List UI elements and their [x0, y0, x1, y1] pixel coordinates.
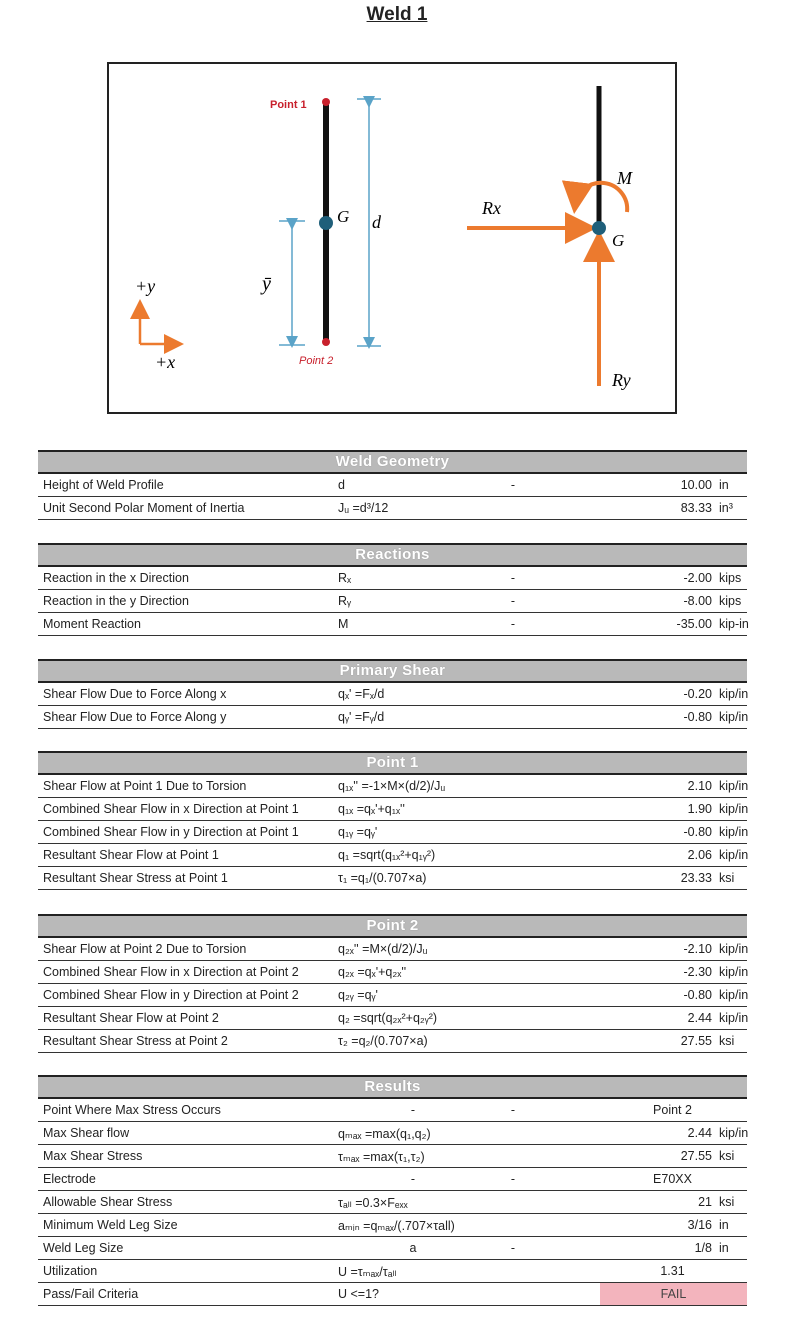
table-row	[38, 1122, 747, 1145]
row-label: Shear Flow Due to Force Along x	[43, 687, 227, 701]
row-dash: -	[510, 478, 516, 492]
row-value: 3/16	[687, 1218, 712, 1232]
table-row	[38, 683, 747, 706]
row-unit: kip-in	[719, 617, 749, 631]
rx-label: Rx	[482, 198, 501, 218]
section-primary-shear	[38, 659, 747, 729]
row-symbol: q₂ₓ =qₓ'+q₂ₓ''	[338, 965, 407, 979]
point-2-label: Point 2	[299, 355, 334, 367]
row-value: 1.31	[660, 1264, 685, 1278]
row-value: 27.55	[680, 1149, 712, 1163]
row-unit: kip/in	[719, 802, 749, 816]
row-symbol: τ₁ =q₁/(0.707×a)	[338, 871, 427, 885]
table-row	[38, 1260, 747, 1283]
row-unit: in	[719, 1218, 729, 1232]
table-row	[38, 613, 747, 636]
row-value: Point 2	[653, 1103, 692, 1117]
row-value: -0.80	[683, 825, 712, 839]
row-label: Resultant Shear Stress at Point 2	[43, 1034, 228, 1048]
row-unit: in	[719, 1241, 729, 1255]
section-results	[38, 1075, 747, 1306]
row-value: 27.55	[680, 1034, 712, 1048]
section-header: Results	[38, 1075, 747, 1099]
row-symbol: -	[410, 1103, 416, 1117]
row-label: Utilization	[43, 1264, 98, 1278]
row-label: Shear Flow Due to Force Along y	[43, 710, 227, 724]
table-row	[38, 798, 747, 821]
row-unit: ksi	[719, 1034, 735, 1048]
point-1-marker	[322, 98, 330, 106]
section-header: Point 1	[38, 751, 747, 775]
row-value: 2.10	[687, 779, 712, 793]
fail-status-cell	[600, 1283, 747, 1305]
row-symbol: τ₂ =q₂/(0.707×a)	[338, 1034, 428, 1048]
centroid-fbd-label: G	[612, 231, 625, 250]
ybar-label: ȳ	[262, 273, 271, 295]
table-row	[38, 961, 747, 984]
row-value: -2.10	[683, 942, 712, 956]
row-symbol: q₁ₓ'' =-1×M×(d/2)/Jᵤ	[338, 779, 446, 793]
row-value: -2.30	[683, 965, 712, 979]
section-point-2	[38, 914, 747, 1053]
row-symbol: Jᵤ =d³/12	[338, 501, 389, 515]
row-symbol: τₐₗₗ =0.3×Fₑₓₓ	[338, 1196, 408, 1210]
table-row	[38, 1214, 747, 1237]
row-unit: kip/in	[719, 779, 749, 793]
row-symbol: M	[338, 617, 349, 631]
row-unit: kip/in	[719, 988, 749, 1002]
row-label: Unit Second Polar Moment of Inertia	[43, 501, 245, 515]
table-row	[38, 1030, 747, 1053]
row-value: -2.00	[683, 571, 712, 585]
row-label: Combined Shear Flow in y Direction at Point 1	[43, 825, 299, 839]
table-row	[38, 497, 747, 520]
row-value: 2.44	[687, 1126, 712, 1140]
row-value: 83.33	[680, 501, 712, 515]
row-label: Reaction in the y Direction	[43, 594, 189, 608]
row-value: -0.20	[683, 687, 712, 701]
centroid-label: G	[337, 207, 350, 226]
table-row	[38, 938, 747, 961]
section-header: Point 2	[38, 914, 747, 938]
row-value: -8.00	[683, 594, 712, 608]
row-label: Electrode	[43, 1172, 96, 1186]
section-reactions	[38, 543, 747, 636]
plus-x-label: +x	[155, 352, 176, 372]
row-dash: -	[510, 617, 516, 631]
table-row	[38, 775, 747, 798]
ry-label: Ry	[612, 370, 631, 390]
row-dash: -	[510, 1241, 516, 1255]
row-unit: kip/in	[719, 965, 749, 979]
row-label: Combined Shear Flow in x Direction at Point 2	[43, 965, 299, 979]
table-row	[38, 1099, 747, 1122]
row-symbol: -	[410, 1172, 416, 1186]
row-symbol: q₁ᵧ =qᵧ'	[338, 825, 378, 839]
row-symbol: τₘₐₓ =max(τ₁,τ₂)	[338, 1150, 425, 1164]
row-value: 1.90	[687, 802, 712, 816]
table-row	[38, 1191, 747, 1214]
row-symbol: q₁ₓ =qₓ'+q₁ₓ''	[338, 802, 405, 816]
row-value: 1/8	[694, 1241, 712, 1255]
row-value: 23.33	[680, 871, 712, 885]
section-point-1	[38, 751, 747, 890]
section-header: Reactions	[38, 543, 747, 567]
point-1-label: Point 1	[270, 99, 307, 111]
row-label: Allowable Shear Stress	[43, 1195, 173, 1209]
row-unit: in³	[719, 501, 733, 515]
row-value: -0.80	[683, 710, 712, 724]
row-value: -0.80	[683, 988, 712, 1002]
row-unit: in	[719, 478, 729, 492]
row-unit: kip/in	[719, 1126, 749, 1140]
row-label: Resultant Shear Flow at Point 2	[43, 1011, 219, 1025]
row-label: Height of Weld Profile	[43, 478, 164, 492]
row-label: Max Shear flow	[43, 1126, 130, 1140]
row-value: 10.00	[680, 478, 712, 492]
table-row	[38, 474, 747, 497]
row-dash: -	[510, 1103, 516, 1117]
row-symbol: Rₓ	[338, 571, 352, 585]
row-label: Minimum Weld Leg Size	[43, 1218, 178, 1232]
section-weld-geometry	[38, 450, 747, 520]
row-unit: kip/in	[719, 1011, 749, 1025]
row-unit: ksi	[719, 871, 735, 885]
row-unit: kips	[719, 571, 742, 585]
row-dash: -	[510, 594, 516, 608]
table-row	[38, 1237, 747, 1260]
row-symbol: qₓ' =Fₓ/d	[338, 687, 385, 701]
row-label: Shear Flow at Point 2 Due to Torsion	[43, 942, 247, 956]
row-symbol: qᵧ' =Fᵧ/d	[338, 710, 385, 724]
page-title: Weld 1	[366, 4, 428, 25]
row-label: Moment Reaction	[43, 617, 141, 631]
row-symbol: q₁ =sqrt(q₁ₓ²+q₁ᵧ²)	[338, 848, 436, 862]
row-label: Combined Shear Flow in x Direction at Point 1	[43, 802, 299, 816]
table-row	[38, 821, 747, 844]
row-label: Weld Leg Size	[43, 1241, 124, 1255]
table-row	[38, 1283, 747, 1306]
row-unit: kip/in	[719, 687, 749, 701]
row-label: Reaction in the x Direction	[43, 571, 189, 585]
row-unit: kip/in	[719, 825, 749, 839]
row-unit: kip/in	[719, 710, 749, 724]
row-value: -35.00	[676, 617, 712, 631]
row-symbol: U =τₘₐₓ/τₐₗₗ	[338, 1265, 397, 1279]
row-unit: kips	[719, 594, 742, 608]
row-label: Shear Flow at Point 1 Due to Torsion	[43, 779, 247, 793]
row-symbol: q₂ₓ'' =M×(d/2)/Jᵤ	[338, 942, 428, 956]
row-label: Point Where Max Stress Occurs	[43, 1103, 221, 1117]
table-row	[38, 844, 747, 867]
row-symbol: q₂ =sqrt(q₂ₓ²+q₂ᵧ²)	[338, 1011, 438, 1025]
row-label: Pass/Fail Criteria	[43, 1287, 139, 1301]
table-row	[38, 1007, 747, 1030]
point-2-marker	[322, 338, 330, 346]
row-label: Max Shear Stress	[43, 1149, 143, 1163]
table-row	[38, 1168, 747, 1191]
table-row	[38, 706, 747, 729]
table-row	[38, 984, 747, 1007]
row-symbol: d	[338, 478, 345, 492]
row-value: E70XX	[653, 1172, 692, 1186]
row-symbol: qₘₐₓ =max(q₁,q₂)	[338, 1127, 431, 1141]
table-row	[38, 590, 747, 613]
row-label: Resultant Shear Stress at Point 1	[43, 871, 228, 885]
table-row	[38, 567, 747, 590]
row-unit: kip/in	[719, 848, 749, 862]
section-header: Weld Geometry	[38, 450, 747, 474]
row-label: Combined Shear Flow in y Direction at Point 2	[43, 988, 299, 1002]
row-symbol: aₘᵢₙ =qₘₐₓ/(.707×τall)	[338, 1219, 455, 1233]
d-label: d	[372, 212, 381, 232]
row-unit: kip/in	[719, 942, 749, 956]
weld-diagram-svg	[109, 64, 675, 412]
centroid-fbd-marker	[592, 221, 606, 235]
row-unit: ksi	[719, 1149, 735, 1163]
row-symbol: a	[409, 1241, 417, 1255]
row-dash: -	[510, 571, 516, 585]
row-symbol: q₂ᵧ =qᵧ'	[338, 988, 378, 1002]
row-label: Resultant Shear Flow at Point 1	[43, 848, 219, 862]
table-row	[38, 867, 747, 890]
row-unit: ksi	[719, 1195, 735, 1209]
row-symbol: U <=1?	[338, 1287, 380, 1301]
table-row	[38, 1145, 747, 1168]
weld-diagram	[107, 62, 677, 414]
row-symbol: Rᵧ	[338, 594, 352, 608]
row-value: 2.06	[687, 848, 712, 862]
plus-y-label: +y	[135, 276, 156, 296]
row-value: 2.44	[687, 1011, 712, 1025]
section-header: Primary Shear	[38, 659, 747, 683]
centroid-marker	[319, 216, 333, 230]
row-value: 21	[698, 1195, 712, 1209]
moment-label: M	[617, 168, 632, 188]
row-dash: -	[510, 1172, 516, 1186]
fail-status-text: FAIL	[660, 1287, 687, 1301]
